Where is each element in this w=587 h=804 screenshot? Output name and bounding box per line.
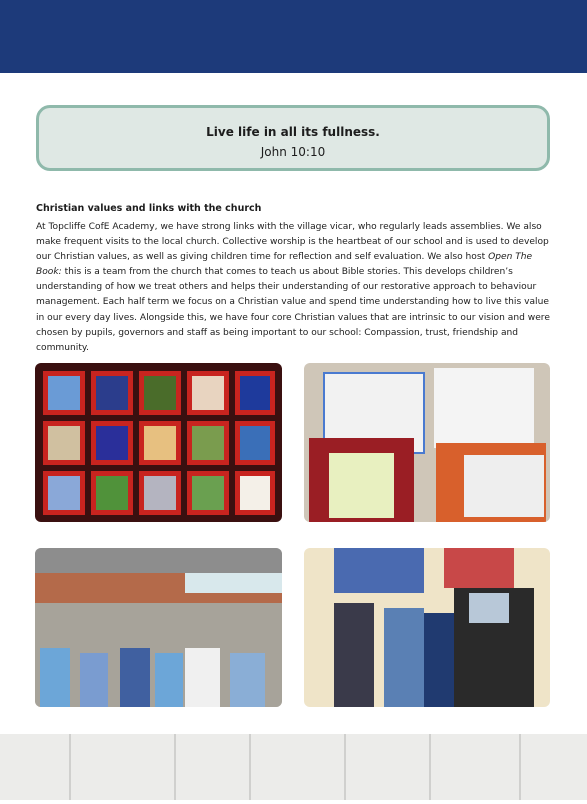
top-banner [0, 0, 587, 73]
quote-box [36, 105, 550, 171]
section-heading: Christian values and links with the church [36, 203, 262, 214]
body-intro: At Topcliffe CofE Academy, we have strong links with the village vicar, who regularly leads assemblies. We also make frequent visits to the local church. Collective worship is the heartbeat of our school and is used to develop our Christian values, as well as giving children time for reflection and self evaluation. We also host [36, 222, 549, 263]
body-rest: this is a team from the church that comes to teach us about Bible stories. This develops children’s understanding of how we treat others and helps their understanding of our restorative approach to behaviour management. Each half term we focus on a Christian value and spend time understanding how to live this value in our every day lives. Alongside this, we have four core Christian values that are intrinsic to our vision and were chosen by pupils, governors and staff as being important to our school: Compassion, trust, friendship and community. [36, 267, 550, 353]
quote-reference: John 10:10 [260, 145, 326, 159]
footer-wood-panel [0, 734, 587, 800]
body-paragraph [36, 220, 551, 356]
photo-artwork-display [35, 363, 282, 522]
photo-open-the-book-performance [304, 548, 550, 707]
content-section [36, 203, 551, 356]
body-italic-title: Open The Book: [36, 252, 533, 278]
photo-playground-children [35, 548, 282, 707]
photo-thank-you-cards [304, 363, 550, 522]
quote-text: Live life in all its fullness. [206, 125, 380, 139]
